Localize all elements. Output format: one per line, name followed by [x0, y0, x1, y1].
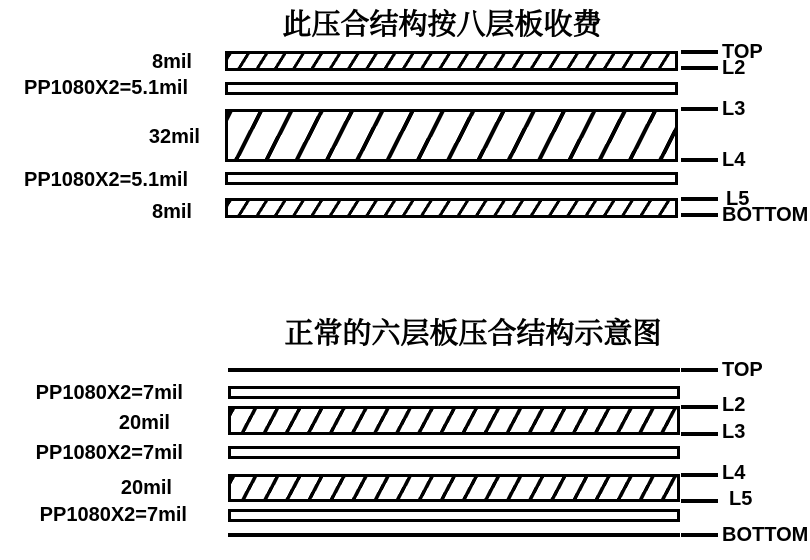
layer-label-l3: L3: [722, 98, 746, 120]
leader-line-l5: [681, 197, 718, 201]
layer-label-bottom: BOTTOM: [722, 524, 809, 546]
leader-line-top: [681, 368, 718, 372]
layer-label-l4: L4: [722, 462, 746, 484]
leader-line-bottom: [681, 213, 718, 217]
thickness-label: 20mil: [120, 477, 172, 499]
thickness-label: PP1080X2=7mil: [35, 382, 183, 404]
layer-label-top: TOP: [722, 359, 763, 381]
layer-label-l4: L4: [722, 149, 746, 171]
leader-line-l2: [681, 66, 718, 70]
thickness-label: 8mil: [151, 51, 192, 73]
layer-label-l2: L2: [722, 394, 746, 416]
core-bar-top-8mil: [225, 51, 678, 71]
leader-line-l3: [681, 107, 718, 111]
leader-line-bottom: [681, 533, 718, 537]
layer-label-l2: L2: [722, 57, 746, 79]
core-bar-20mil-2: [228, 474, 680, 502]
thickness-label: 8mil: [151, 201, 192, 223]
prepreg-bar-1: [225, 82, 678, 95]
prepreg-bar-1: [228, 386, 680, 399]
thickness-label: PP1080X2=5.1mil: [23, 77, 188, 99]
leader-line-l3: [681, 432, 718, 436]
core-bar-bottom-8mil: [225, 198, 678, 218]
thickness-label: 20mil: [118, 412, 170, 434]
layer-label-l5: L5: [726, 188, 750, 210]
leader-line-l4: [681, 158, 718, 162]
top-diagram-title: 此压合结构按八层板收费: [282, 9, 602, 41]
core-bar-32mil: [225, 109, 678, 162]
thickness-label: PP1080X2=5.1mil: [23, 169, 188, 191]
layer-label-l3: L3: [722, 421, 746, 443]
layer-label-l5: L5: [729, 488, 753, 510]
layer-label-top: TOP: [722, 41, 763, 63]
prepreg-bar-2: [228, 446, 680, 459]
thickness-label: PP1080X2=7mil: [35, 442, 183, 464]
leader-line-l5: [681, 499, 718, 503]
leader-line-l4: [681, 473, 718, 477]
prepreg-bar-2: [225, 172, 678, 185]
leader-line-top: [681, 50, 718, 54]
core-bar-20mil-1: [228, 406, 680, 435]
top-foil-line: [228, 368, 680, 372]
layer-label-bottom: BOTTOM: [722, 204, 809, 226]
bottom-foil-line: [228, 533, 680, 537]
bottom-diagram-title: 正常的六层板压合结构示意图: [284, 318, 662, 350]
thickness-label: PP1080X2=7mil: [39, 504, 187, 526]
prepreg-bar-3: [228, 509, 680, 522]
thickness-label: 32mil: [148, 126, 200, 148]
leader-line-l2: [681, 405, 718, 409]
